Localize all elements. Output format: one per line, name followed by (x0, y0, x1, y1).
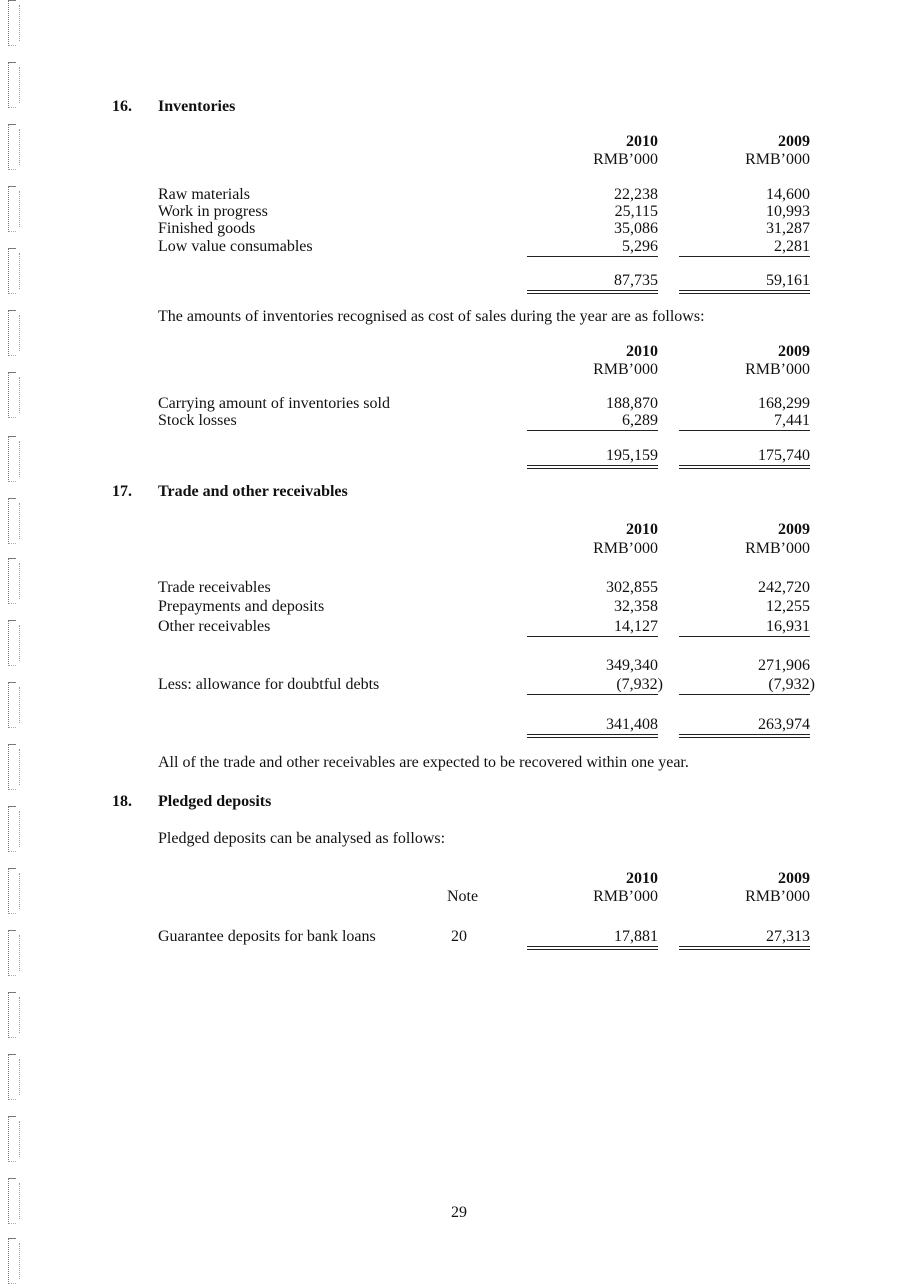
col-header-year-2009: 2009 (778, 521, 810, 538)
total-2010: 195,159 (606, 447, 658, 464)
total-double-rule (679, 290, 810, 294)
row-label: Work in progress (158, 203, 268, 220)
total-2009: 27,313 (766, 928, 810, 945)
value-2010: 25,115 (614, 203, 658, 220)
col-header-year-2010: 2010 (626, 870, 658, 887)
page-number: 29 (451, 1204, 467, 1221)
value-2010: 22,238 (614, 186, 658, 203)
section-number: 18. (112, 793, 132, 810)
value-2009: 12,255 (766, 598, 810, 615)
row-label: Trade receivables (158, 579, 271, 596)
subtotal-rule (527, 430, 658, 431)
col-header-unit-2010: RMB’000 (593, 540, 658, 557)
col-header-unit-2010: RMB’000 (593, 888, 658, 905)
section-number: 17. (112, 483, 132, 500)
col-header-year-2009: 2009 (778, 133, 810, 150)
subtotal-rule (527, 694, 658, 695)
value-2010: 6,289 (622, 412, 658, 429)
value-2010: 302,855 (606, 579, 658, 596)
col-header-year-2009: 2009 (778, 870, 810, 887)
pledged-intro: Pledged deposits can be analysed as follows: (158, 830, 446, 847)
subtotal-rule (527, 636, 658, 637)
value-2009: 31,287 (766, 220, 810, 237)
total-2010: 17,881 (614, 928, 658, 945)
allowance-2009: (7,932) (768, 676, 815, 693)
col-header-unit-2009: RMB’000 (745, 151, 810, 168)
row-label: Carrying amount of inventories sold (158, 395, 390, 412)
value-2009: 242,720 (758, 579, 810, 596)
total-double-rule (527, 465, 658, 469)
col-header-unit-2009: RMB’000 (745, 540, 810, 557)
section-number: 16. (112, 98, 132, 115)
subtotal-rule (679, 636, 810, 637)
total-2009: 59,161 (766, 272, 810, 289)
subtotal-2009: 271,906 (758, 657, 810, 674)
total-2010: 87,735 (614, 272, 658, 289)
value-2009: 16,931 (766, 618, 810, 635)
section-title: Pledged deposits (158, 793, 272, 810)
row-label: Raw materials (158, 186, 250, 203)
subtotal-rule (679, 694, 810, 695)
total-double-rule (527, 290, 658, 294)
value-2010: 188,870 (606, 395, 658, 412)
value-2009: 168,299 (758, 395, 810, 412)
total-double-rule (679, 734, 810, 738)
col-header-unit-2010: RMB’000 (593, 151, 658, 168)
col-header-unit-2009: RMB’000 (745, 888, 810, 905)
row-label: Low value consumables (158, 238, 313, 255)
value-2010: 32,358 (614, 598, 658, 615)
value-2009: 10,993 (766, 203, 810, 220)
total-2009: 175,740 (758, 447, 810, 464)
total-2009: 263,974 (758, 716, 810, 733)
total-double-rule (679, 946, 810, 950)
row-label: Stock losses (158, 412, 237, 429)
subtotal-rule (679, 256, 810, 257)
col-header-year-2010: 2010 (626, 343, 658, 360)
row-label: Prepayments and deposits (158, 598, 325, 615)
section-title: Trade and other receivables (158, 483, 348, 500)
col-header-year-2009: 2009 (778, 343, 810, 360)
row-label: Guarantee deposits for bank loans (158, 928, 376, 945)
section-title: Inventories (158, 98, 236, 115)
col-header-year-2010: 2010 (626, 521, 658, 538)
allowance-2010: (7,932) (616, 676, 663, 693)
value-2009: 7,441 (774, 412, 810, 429)
col-header-unit-2010: RMB’000 (593, 361, 658, 378)
subtotal-rule (527, 256, 658, 257)
row-note-ref: 20 (451, 928, 467, 945)
subtotal-2010: 349,340 (606, 657, 658, 674)
col-header-year-2010: 2010 (626, 133, 658, 150)
value-2009: 14,600 (766, 186, 810, 203)
subtotal-rule (679, 430, 810, 431)
inventory-note: The amounts of inventories recognised as cost of sales during the year are as follows: (158, 308, 705, 325)
receivables-note: All of the trade and other receivables are expected to be recovered within one year. (158, 754, 689, 771)
row-label: Other receivables (158, 618, 271, 635)
value-2010: 14,127 (614, 618, 658, 635)
row-label: Less: allowance for doubtful debts (158, 676, 380, 693)
total-double-rule (527, 946, 658, 950)
value-2010: 5,296 (622, 238, 658, 255)
row-label: Finished goods (158, 220, 256, 237)
total-double-rule (527, 734, 658, 738)
total-2010: 341,408 (606, 716, 658, 733)
total-double-rule (679, 465, 810, 469)
value-2010: 35,086 (614, 220, 658, 237)
col-header-unit-2009: RMB’000 (745, 361, 810, 378)
col-header-note: Note (447, 888, 479, 905)
value-2009: 2,281 (774, 238, 810, 255)
